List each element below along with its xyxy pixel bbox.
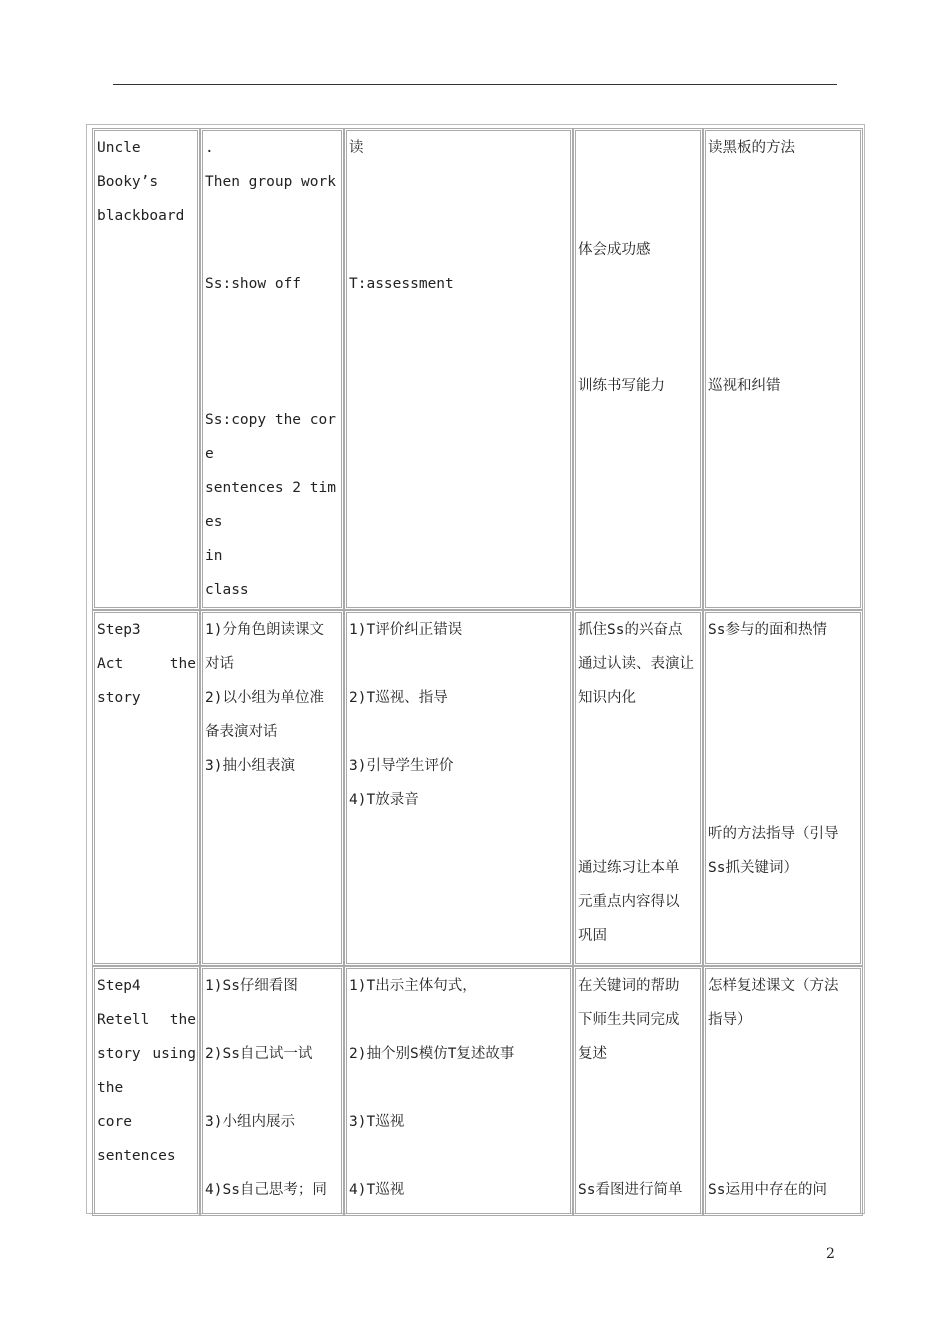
cell-line: 通过练习让本单 <box>578 860 680 876</box>
cell-line: 在关键词的帮助 <box>578 978 680 994</box>
cell-line <box>349 715 569 749</box>
cell-line: 巩固 <box>578 928 607 944</box>
cell-line <box>708 267 859 301</box>
cell-line <box>578 301 699 335</box>
cell-line <box>349 199 569 233</box>
cell-line: 怎样复述课文（方法 <box>708 978 839 994</box>
cell-line: 知识内化 <box>578 690 636 706</box>
cell-line: Ss:copy the core <box>205 412 336 462</box>
cell-line <box>708 1037 859 1071</box>
cell-line <box>578 131 699 165</box>
cell-line <box>349 233 569 267</box>
cell-lines <box>708 613 859 885</box>
cell-purpose <box>573 966 703 1216</box>
cell-line <box>205 1139 340 1173</box>
cell-student-activity <box>200 128 344 610</box>
cell-line: 3)引导学生评价 <box>349 758 454 774</box>
cell-line: 1)分角色朗读课文 <box>205 622 324 638</box>
cell-line: 复述 <box>578 1046 607 1062</box>
cell-note <box>703 610 863 966</box>
cell-line: Ss:show off <box>205 276 302 292</box>
page-number: 2 <box>826 1246 835 1262</box>
cell-line: 1)T出示主体句式， <box>349 978 477 994</box>
cell-line: 2)Ss自己试一试 <box>205 1046 313 1062</box>
cell-line: 2)以小组为单位准 <box>205 690 324 706</box>
cell-step <box>92 610 200 966</box>
cell-lines <box>708 969 859 1207</box>
cell-line: Ss抓关键词） <box>708 860 798 876</box>
cell-line <box>708 199 859 233</box>
cell-line <box>578 783 699 817</box>
cell-line: 1)T评价纠正错误 <box>349 622 463 638</box>
cell-lines <box>349 131 569 301</box>
cell-line: Booky’s <box>97 174 159 190</box>
cell-line <box>578 335 699 369</box>
cell-line: 体会成功感 <box>578 242 651 258</box>
cell-line: Step4 <box>97 978 141 994</box>
cell-line: 4)T放录音 <box>349 792 419 808</box>
cell-line: Uncle <box>97 140 141 156</box>
cell-line <box>708 1071 859 1105</box>
cell-line: the <box>97 1080 124 1096</box>
cell-lines <box>97 969 196 1173</box>
cell-line <box>708 749 859 783</box>
cell-lines <box>205 969 340 1207</box>
cell-line: 4)Ss自己思考；同 <box>205 1182 327 1198</box>
cell-line: sentences 2 times <box>205 480 336 530</box>
cell-line <box>578 267 699 301</box>
cell-line: 读黑板的方法 <box>708 140 795 156</box>
cell-student-activity <box>200 610 344 966</box>
cell-lines <box>578 613 699 953</box>
header-rule <box>113 84 837 85</box>
cell-line <box>708 165 859 199</box>
cell-line <box>349 1071 569 1105</box>
cell-line: 3)小组内展示 <box>205 1114 295 1130</box>
cell-line <box>205 335 340 369</box>
cell-purpose <box>573 128 703 610</box>
cell-line: story <box>97 690 141 706</box>
cell-lines <box>97 613 196 715</box>
cell-line <box>708 1105 859 1139</box>
cell-line <box>349 1139 569 1173</box>
cell-line: 2)抽个别S模仿T复述故事 <box>349 1046 515 1062</box>
cell-line <box>205 369 340 403</box>
cell-line: Retell the <box>97 1012 196 1028</box>
cell-line <box>578 817 699 851</box>
cell-line <box>205 1071 340 1105</box>
cell-line <box>708 1139 859 1173</box>
cell-step <box>92 128 200 610</box>
cell-line <box>578 165 699 199</box>
cell-lines <box>708 131 859 403</box>
cell-line: Ss看图进行简单 <box>578 1182 683 1198</box>
cell-line: 通过认读、表演让 <box>578 656 694 672</box>
cell-lines <box>205 613 340 783</box>
cell-lines <box>349 613 569 817</box>
cell-student-activity <box>200 966 344 1216</box>
cell-line <box>205 301 340 335</box>
cell-lines <box>349 969 569 1207</box>
cell-line: 3)抽小组表演 <box>205 758 295 774</box>
cell-teacher-activity <box>344 610 573 966</box>
cell-line <box>578 749 699 783</box>
cell-line <box>205 199 340 233</box>
cell-purpose <box>573 610 703 966</box>
cell-line <box>708 233 859 267</box>
cell-line: 2)T巡视、指导 <box>349 690 448 706</box>
cell-note <box>703 128 863 610</box>
cell-line: blackboard <box>97 208 185 224</box>
table-row-uncle-booky <box>92 128 863 610</box>
cell-line: 对话 <box>205 656 234 672</box>
cell-line <box>205 233 340 267</box>
cell-lines <box>578 969 699 1207</box>
cell-line: 训练书写能力 <box>578 378 665 394</box>
cell-line: 抓住Ss的兴奋点 <box>578 622 683 638</box>
cell-line: 1)Ss仔细看图 <box>205 978 298 994</box>
cell-line: 元重点内容得以 <box>578 894 680 910</box>
cell-line: core <box>97 1114 132 1130</box>
cell-line <box>578 1105 699 1139</box>
cell-line: Ss参与的面和热情 <box>708 622 827 638</box>
cell-lines <box>97 131 196 233</box>
cell-line: 读 <box>349 140 364 156</box>
cell-line: Ss运用中存在的问 <box>708 1182 827 1198</box>
cell-line <box>578 715 699 749</box>
cell-line <box>578 1139 699 1173</box>
cell-line <box>708 783 859 817</box>
cell-line: in <box>205 548 223 564</box>
cell-note <box>703 966 863 1216</box>
cell-line <box>349 647 569 681</box>
cell-line: Step3 <box>97 622 141 638</box>
cell-line <box>708 335 859 369</box>
cell-line <box>708 715 859 749</box>
cell-line <box>578 1071 699 1105</box>
cell-line: 巡视和纠错 <box>708 378 781 394</box>
cell-line: Act the <box>97 656 196 672</box>
cell-line: class <box>205 582 249 598</box>
cell-lines <box>205 131 340 607</box>
cell-line <box>708 647 859 681</box>
lesson-plan-table <box>92 128 863 1216</box>
cell-step <box>92 966 200 1216</box>
cell-line <box>708 301 859 335</box>
cell-teacher-activity <box>344 128 573 610</box>
cell-line: story using <box>97 1046 196 1062</box>
cell-line: 3)T巡视 <box>349 1114 405 1130</box>
cell-line: sentences <box>97 1148 176 1164</box>
cell-teacher-activity <box>344 966 573 1216</box>
cell-lines <box>578 131 699 403</box>
table-row-step3 <box>92 610 863 966</box>
cell-line: 备表演对话 <box>205 724 278 740</box>
cell-line: 4)T巡视 <box>349 1182 405 1198</box>
cell-line <box>205 1003 340 1037</box>
cell-line <box>578 199 699 233</box>
cell-line: . <box>205 140 214 156</box>
cell-line: 指导） <box>708 1012 752 1028</box>
cell-line: 听的方法指导（引导 <box>708 826 839 842</box>
cell-line: Then group work <box>205 174 336 190</box>
table-row-step4 <box>92 966 863 1216</box>
cell-line <box>349 165 569 199</box>
cell-line <box>708 681 859 715</box>
cell-line <box>349 1003 569 1037</box>
cell-line: T:assessment <box>349 276 454 292</box>
cell-line: 下师生共同完成 <box>578 1012 680 1028</box>
